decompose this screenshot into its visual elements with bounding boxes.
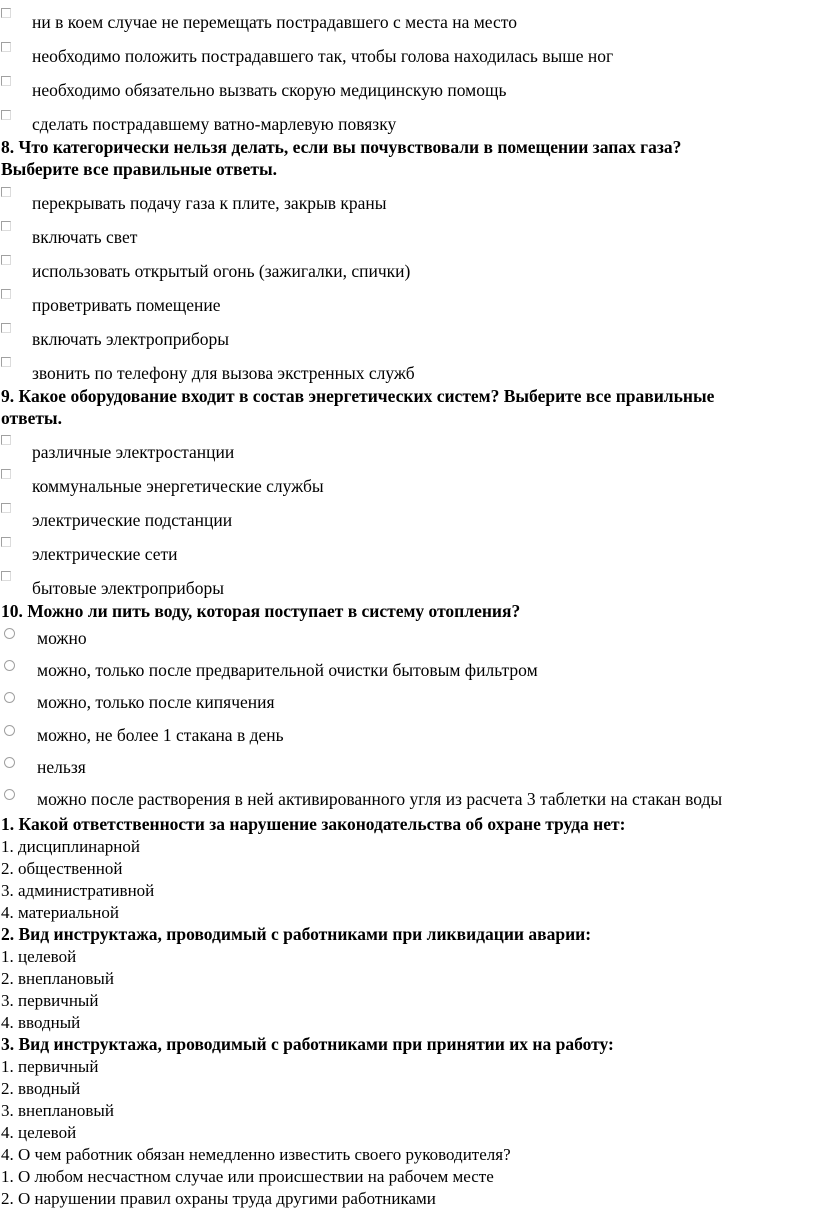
answer-item: 4. вводный (1, 1013, 81, 1032)
radio-button[interactable] (4, 628, 15, 639)
answer-item: 3. административной (1, 881, 155, 900)
option-label: можно, только после предварительной очистки бытовым фильтром (37, 660, 538, 680)
option-label: перекрывать подачу газа к плите, закрыв краны (32, 193, 387, 213)
list-question-1: 1. Какой ответственности за нарушение законодательства об охране труда нет: (1, 814, 626, 834)
option-label: можно (37, 628, 87, 648)
answer-item: 2. внеплановый (1, 969, 114, 988)
question-8-title-line2: Выберите все правильные ответы. (1, 159, 277, 179)
checkbox[interactable] (1, 435, 11, 445)
list-question-2: 2. Вид инструктажа, проводимый с работниками при ликвидации аварии: (1, 924, 592, 944)
option-label: можно, не более 1 стакана в день (37, 725, 284, 745)
option-label: ни в коем случае не перемещать пострадавшего с места на место (32, 12, 517, 32)
radio-button[interactable] (4, 660, 15, 671)
answer-item: 2. вводный (1, 1079, 81, 1098)
option-label: можно, только после кипячения (37, 692, 275, 712)
radio-button[interactable] (4, 692, 15, 703)
checkbox[interactable] (1, 110, 11, 120)
option-label: включать свет (32, 227, 138, 247)
checkbox[interactable] (1, 357, 11, 367)
list-question-3: 3. Вид инструктажа, проводимый с работниками при принятии их на работу: (1, 1034, 614, 1054)
option-label: можно после растворения в ней активированного угля из расчета 3 таблетки на стакан воды (37, 789, 723, 809)
question-8-title-line1: 8. Что категорически нельзя делать, если вы почувствовали в помещении запах газа? (1, 137, 682, 157)
answer-item: 4. целевой (1, 1123, 77, 1142)
option-label: различные электростанции (32, 442, 235, 462)
question-10-title: 10. Можно ли пить воду, которая поступает в систему отопления? (1, 601, 521, 621)
option-label: электрические сети (32, 544, 178, 564)
option-label: сделать пострадавшему ватно-марлевую повязку (32, 114, 397, 134)
checkbox[interactable] (1, 255, 11, 265)
answer-item: 1. О любом несчастном случае или происшествии на рабочем месте (1, 1167, 494, 1186)
option-label: звонить по телефону для вызова экстренных служб (32, 363, 415, 383)
question-9-title-line2: ответы. (1, 408, 62, 428)
checkbox[interactable] (1, 469, 11, 479)
checkbox[interactable] (1, 187, 11, 197)
radio-button[interactable] (4, 725, 15, 736)
answer-item: 1. целевой (1, 947, 77, 966)
option-label: электрические подстанции (32, 510, 233, 530)
option-label: использовать открытый огонь (зажигалки, спички) (32, 261, 411, 281)
option-label: необходимо положить пострадавшего так, чтобы голова находилась выше ног (32, 46, 614, 66)
option-label: включать электроприборы (32, 329, 229, 349)
answer-item: 1. первичный (1, 1057, 99, 1076)
radio-button[interactable] (4, 757, 15, 768)
answer-item: 1. дисциплинарной (1, 837, 141, 856)
option-label: нельзя (37, 757, 86, 777)
checkbox[interactable] (1, 8, 11, 18)
checkbox[interactable] (1, 571, 11, 581)
checkbox[interactable] (1, 289, 11, 299)
answer-item: 2. О нарушении правил охраны труда другими работниками (1, 1189, 436, 1208)
option-label: проветривать помещение (32, 295, 221, 315)
list-question-4: 4. О чем работник обязан немедленно известить своего руководителя? (1, 1145, 511, 1164)
option-label: бытовые электроприборы (32, 578, 224, 598)
option-label: коммунальные энергетические службы (32, 476, 324, 496)
answer-item: 3. внеплановый (1, 1101, 114, 1120)
answer-item: 3. первичный (1, 991, 99, 1010)
question-9-title-line1: 9. Какое оборудование входит в состав энергетических систем? Выберите все правильные (1, 386, 715, 406)
checkbox[interactable] (1, 221, 11, 231)
checkbox[interactable] (1, 76, 11, 86)
checkbox[interactable] (1, 503, 11, 513)
radio-button[interactable] (4, 789, 15, 800)
answer-item: 2. общественной (1, 859, 123, 878)
checkbox[interactable] (1, 537, 11, 547)
answer-item: 4. материальной (1, 903, 119, 922)
checkbox[interactable] (1, 323, 11, 333)
option-label: необходимо обязательно вызвать скорую медицинскую помощь (32, 80, 507, 100)
checkbox[interactable] (1, 42, 11, 52)
